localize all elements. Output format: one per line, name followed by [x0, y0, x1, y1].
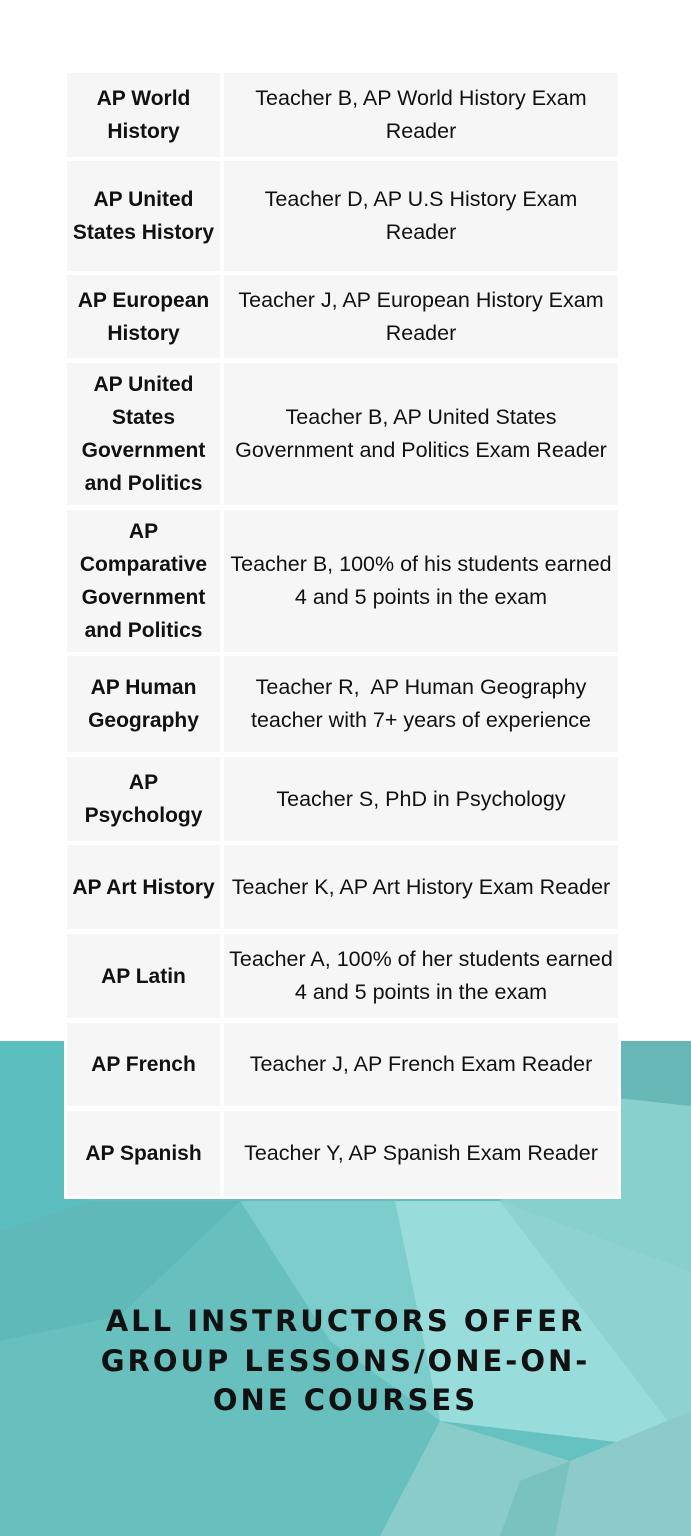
table-row [67, 161, 618, 271]
table-row [67, 757, 618, 841]
table-row [67, 656, 618, 752]
instructor-cell: Teacher K, AP Art History Exam Reader [224, 845, 618, 929]
instructor-cell: Teacher B, AP World History Exam Reader [224, 73, 618, 157]
instructor-cell: Teacher R, AP Human Geography teacher with 7+ years of experience [224, 656, 618, 752]
subject-cell: AP United States Government and Politics [67, 363, 220, 505]
subject-cell: AP Art History [67, 845, 220, 929]
instructor-cell: Teacher D, AP U.S History Exam Reader [224, 161, 618, 271]
subject-cell: AP European History [67, 275, 220, 358]
instructor-cell: Teacher B, AP United States Government and Politics Exam Reader [224, 363, 618, 505]
table-row [67, 73, 618, 157]
table-row [67, 845, 618, 929]
instructor-cell: Teacher J, AP French Exam Reader [224, 1023, 618, 1106]
subject-cell: AP Spanish [67, 1111, 220, 1196]
subject-cell: AP Psychology [67, 757, 220, 841]
footer-heading [0, 1302, 691, 1421]
table-row [67, 363, 618, 505]
subject-cell: AP Latin [67, 934, 220, 1018]
table-row [67, 1111, 618, 1196]
courses-table [64, 70, 621, 1199]
instructor-cell: Teacher S, PhD in Psychology [224, 757, 618, 841]
table-row [67, 510, 618, 652]
table-row [67, 1023, 618, 1106]
subject-cell: AP World History [67, 73, 220, 157]
footer-line: ALL INSTRUCTORS OFFER [105, 1304, 586, 1338]
subject-cell: AP United States History [67, 161, 220, 271]
table-row [67, 275, 618, 358]
instructor-cell: Teacher A, 100% of her students earned 4 and 5 points in the exam [224, 934, 618, 1018]
subject-cell: AP French [67, 1023, 220, 1106]
instructor-cell: Teacher Y, AP Spanish Exam Reader [224, 1111, 618, 1196]
table-row [67, 934, 618, 1018]
subject-cell: AP Human Geography [67, 656, 220, 752]
footer-line: GROUP LESSONS/ONE-ON- [100, 1343, 591, 1378]
subject-cell: AP Comparative Government and Politics [67, 510, 220, 652]
instructor-cell: Teacher J, AP European History Exam Reader [224, 275, 618, 358]
footer-line: ONE COURSES [212, 1383, 479, 1417]
instructor-cell: Teacher B, 100% of his students earned 4 and 5 points in the exam [224, 510, 618, 652]
